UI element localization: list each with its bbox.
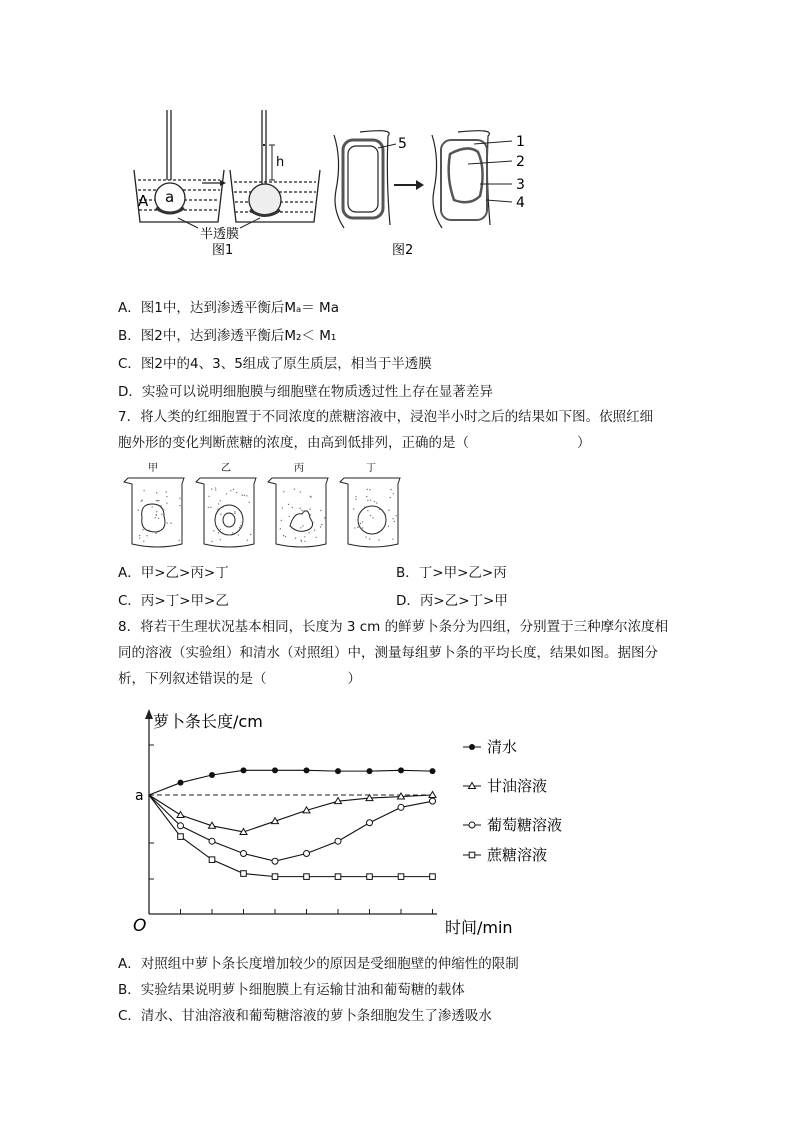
- particle: [394, 521, 395, 522]
- particle: [310, 496, 311, 497]
- particle: [161, 514, 162, 515]
- particle: [137, 510, 138, 511]
- data-point: [178, 823, 184, 829]
- particle: [282, 507, 283, 508]
- particle: [218, 503, 219, 504]
- particle: [300, 491, 301, 492]
- particle: [300, 540, 301, 541]
- particle: [283, 491, 284, 492]
- particle: [155, 533, 156, 534]
- q7-stem-line2: 胞外形的变化判断蔗糖的浓度，由高到低排列，正确的是（ ）: [118, 435, 591, 451]
- particle: [304, 510, 305, 511]
- legend-label: 葡萄糖溶液: [487, 816, 563, 834]
- particle: [353, 508, 354, 509]
- q6-option-b: B．图2中，达到渗透平衡后M₂＜ M₁: [118, 328, 337, 344]
- particle: [156, 492, 157, 493]
- particle: [369, 538, 370, 539]
- particle: [388, 510, 389, 511]
- particle: [208, 496, 209, 497]
- particle: [320, 510, 321, 511]
- particle: [370, 499, 371, 500]
- particle: [228, 534, 229, 535]
- fig2-label-5: 5: [398, 136, 407, 152]
- particle: [304, 536, 305, 537]
- particle: [320, 526, 321, 527]
- particle: [234, 511, 235, 512]
- beaker-bing: [268, 462, 328, 547]
- particle: [220, 514, 221, 515]
- data-point: [398, 804, 404, 810]
- particle: [151, 506, 152, 507]
- particle: [312, 522, 313, 523]
- data-point: [398, 767, 404, 773]
- particle: [366, 496, 367, 497]
- particle: [388, 526, 389, 527]
- particle: [158, 518, 159, 519]
- particle: [364, 506, 365, 507]
- particle: [166, 491, 167, 492]
- fig1-caption: 图1: [212, 243, 234, 258]
- particle: [143, 541, 144, 542]
- particle: [281, 520, 282, 521]
- data-point: [335, 768, 341, 774]
- q7-beakers: [118, 460, 418, 555]
- particle: [283, 535, 284, 536]
- particle: [393, 493, 394, 494]
- particle: [215, 487, 216, 488]
- q7-stem-line1: 7．将人类的红细胞置于不同浓度的蔗糖溶液中，浸泡半小时之后的结果如下图。依照红细: [118, 409, 654, 425]
- particle: [247, 540, 248, 541]
- q7-option-a: A．甲>乙>丙>丁: [118, 565, 229, 581]
- data-point: [367, 768, 373, 774]
- particle: [367, 500, 368, 501]
- particle: [156, 511, 157, 512]
- q7-option-c: C．丙>丁>甲>乙: [118, 593, 229, 609]
- particle: [324, 517, 325, 518]
- particle: [249, 502, 250, 503]
- fig1-label-a: a: [165, 188, 175, 206]
- series-line: [149, 770, 433, 795]
- particle: [370, 515, 371, 516]
- particle: [295, 538, 296, 539]
- particle: [178, 540, 179, 541]
- particle: [239, 527, 240, 528]
- data-point: [304, 767, 310, 773]
- particle: [157, 500, 158, 501]
- data-point: [335, 874, 341, 880]
- q6-option-a: A．图1中，达到渗透平衡后Mₐ＝ Ma: [118, 300, 339, 316]
- particle: [141, 511, 142, 512]
- legend-label: 甘油溶液: [487, 777, 548, 795]
- particle: [222, 507, 223, 508]
- series-line: [149, 795, 433, 832]
- particle: [372, 517, 373, 518]
- particle: [314, 530, 315, 531]
- svg-text:甲: 甲: [148, 463, 158, 474]
- particle: [142, 499, 143, 500]
- q7-option-d: D．丙>乙>丁>甲: [396, 593, 508, 609]
- particle: [210, 507, 211, 508]
- particle: [309, 532, 310, 533]
- particle: [211, 541, 212, 542]
- particle: [309, 508, 310, 509]
- particle: [362, 521, 363, 522]
- particle: [218, 532, 219, 533]
- svg-text:丙: 丙: [294, 463, 304, 474]
- particle: [392, 538, 393, 539]
- fig2-cell-right: [432, 131, 490, 228]
- data-point: [272, 767, 278, 773]
- particle: [301, 541, 302, 542]
- fig2-label-4: 4: [516, 195, 525, 211]
- particle: [321, 524, 322, 525]
- chart-y-ref: a: [135, 788, 144, 804]
- particle: [374, 501, 375, 502]
- chart-ylabel: 萝卜条长度/cm: [153, 712, 263, 731]
- svg-text:乙: 乙: [221, 463, 231, 474]
- chart-legend: [463, 738, 562, 864]
- particle: [163, 509, 164, 510]
- particle: [289, 516, 290, 517]
- particle: [146, 535, 147, 536]
- q8-stem-line1: 8．将若干生理状况基本相同，长度为 3 cm 的鲜萝卜条分为四组，分别置于三种摩尔浓度相: [118, 619, 669, 635]
- data-point: [209, 772, 215, 778]
- data-point: [178, 834, 184, 840]
- particle: [167, 522, 168, 523]
- fig1-membrane-label: 半透膜: [200, 227, 240, 242]
- particle: [166, 502, 167, 503]
- particle: [142, 529, 143, 530]
- data-point: [430, 768, 436, 774]
- fig2-label-2: 2: [516, 154, 525, 170]
- particle: [244, 495, 245, 496]
- particle: [378, 539, 379, 540]
- particle: [160, 505, 161, 506]
- q8-option-a: A．对照组中萝卜条长度增加较少的原因是受细胞壁的伸缩性的限制: [118, 956, 519, 972]
- particle: [170, 523, 171, 524]
- chart-origin: O: [133, 916, 147, 936]
- legend-marker: [469, 822, 475, 828]
- particle: [155, 514, 156, 515]
- particle: [166, 496, 167, 497]
- particle: [379, 509, 380, 510]
- fig2-caption: 图2: [392, 243, 414, 258]
- particle: [302, 511, 303, 512]
- particle: [139, 537, 140, 538]
- particle: [367, 510, 368, 511]
- data-point: [367, 874, 373, 880]
- legend-marker: [469, 852, 475, 858]
- series-line: [149, 795, 433, 877]
- particle: [355, 499, 356, 500]
- particle: [367, 489, 368, 490]
- beaker-ding: [340, 462, 400, 547]
- particle: [300, 508, 301, 509]
- legend-marker: [469, 744, 475, 750]
- particle: [141, 500, 142, 501]
- data-point: [241, 851, 247, 857]
- particle: [233, 489, 234, 490]
- particle: [220, 529, 221, 530]
- particle: [288, 504, 289, 505]
- particle: [230, 490, 231, 491]
- particle: [232, 532, 233, 533]
- particle: [179, 498, 180, 499]
- particle: [226, 493, 227, 494]
- particle: [390, 489, 391, 490]
- data-point: [304, 874, 310, 880]
- particle: [280, 528, 281, 529]
- legend-label: 蔗糖溶液: [487, 846, 548, 864]
- figure-1-2: [120, 100, 540, 265]
- beaker-jia: [124, 462, 184, 547]
- data-point: [177, 812, 184, 818]
- particle: [211, 488, 212, 489]
- data-point: [241, 767, 247, 773]
- data-point: [209, 838, 215, 844]
- q8-stem-line3: 析，下列叙述错误的是（ ）: [118, 671, 361, 687]
- chart-y-arrow: [145, 709, 153, 719]
- series-line: [149, 795, 433, 861]
- data-point: [178, 780, 184, 786]
- data-point: [335, 838, 341, 844]
- data-point: [430, 874, 436, 880]
- particle: [292, 507, 293, 508]
- data-point: [272, 858, 278, 864]
- particle: [389, 497, 390, 498]
- particle: [294, 488, 295, 489]
- particle: [362, 527, 363, 528]
- particle: [213, 530, 214, 531]
- particle: [158, 500, 159, 501]
- particle: [246, 495, 247, 496]
- fig1-label-A: A: [138, 192, 149, 210]
- fig2-label-3: 3: [516, 177, 525, 193]
- data-point: [272, 874, 278, 880]
- fig2-arrow: [394, 180, 424, 190]
- particle: [139, 535, 140, 536]
- particle: [360, 523, 361, 524]
- particle: [365, 536, 366, 537]
- data-point: [209, 857, 215, 863]
- particle: [304, 541, 305, 542]
- particle: [285, 536, 286, 537]
- particle: [215, 489, 216, 490]
- particle: [355, 496, 356, 497]
- data-point: [430, 798, 436, 804]
- particle: [300, 527, 301, 528]
- particle: [376, 502, 377, 503]
- fig1-label-h: h: [276, 155, 285, 170]
- particle: [385, 514, 386, 515]
- particle: [155, 517, 156, 518]
- particle: [238, 534, 239, 535]
- particle: [242, 522, 243, 523]
- particle: [236, 492, 237, 493]
- particle: [369, 489, 370, 490]
- particle: [310, 514, 311, 515]
- q6-option-d: D．实验可以说明细胞膜与细胞壁在物质透过性上存在显著差异: [118, 384, 493, 400]
- legend-label: 清水: [487, 738, 518, 756]
- particle: [219, 500, 220, 501]
- q7-option-b: B．丁>甲>乙>丙: [396, 565, 507, 581]
- q8-stem-line2: 同的溶液（实验组）和清水（对照组）中，测量每组萝卜条的平均长度，结果如图。据图分: [118, 645, 658, 661]
- particle: [148, 529, 149, 530]
- particle: [143, 490, 144, 491]
- particle: [395, 515, 396, 516]
- svg-text:丁: 丁: [366, 463, 376, 474]
- beaker-yi: [196, 462, 256, 547]
- particle: [316, 537, 317, 538]
- fig2-label-1: 1: [516, 134, 525, 150]
- data-point: [398, 874, 404, 880]
- q8-option-b: B．实验结果说明萝卜细胞膜上有运输甘油和葡萄糖的载体: [118, 982, 465, 998]
- fig1-beaker-right: [230, 110, 320, 222]
- q6-option-c: C．图2中的4、3、5组成了原生质层，相当于半透膜: [118, 356, 432, 372]
- particle: [179, 505, 180, 506]
- particle: [302, 525, 303, 526]
- particle: [357, 526, 358, 527]
- data-point: [367, 820, 373, 826]
- particle: [234, 513, 235, 514]
- radish-length-chart: [125, 705, 595, 945]
- particle: [392, 518, 393, 519]
- particle: [250, 534, 251, 535]
- particle: [301, 510, 302, 511]
- q8-option-c: C．清水、甘油溶液和葡萄糖溶液的萝卜条细胞发生了渗透吸水: [118, 1008, 492, 1024]
- particle: [241, 494, 242, 495]
- particle: [217, 509, 218, 510]
- particle: [220, 539, 221, 540]
- fig2-cell-left: [334, 131, 390, 228]
- data-point: [304, 851, 310, 857]
- particle: [208, 507, 209, 508]
- chart-xlabel: 时间/min: [445, 918, 513, 937]
- data-point: [241, 871, 247, 877]
- particle: [354, 527, 355, 528]
- chart-series: [149, 767, 436, 879]
- particle: [240, 525, 241, 526]
